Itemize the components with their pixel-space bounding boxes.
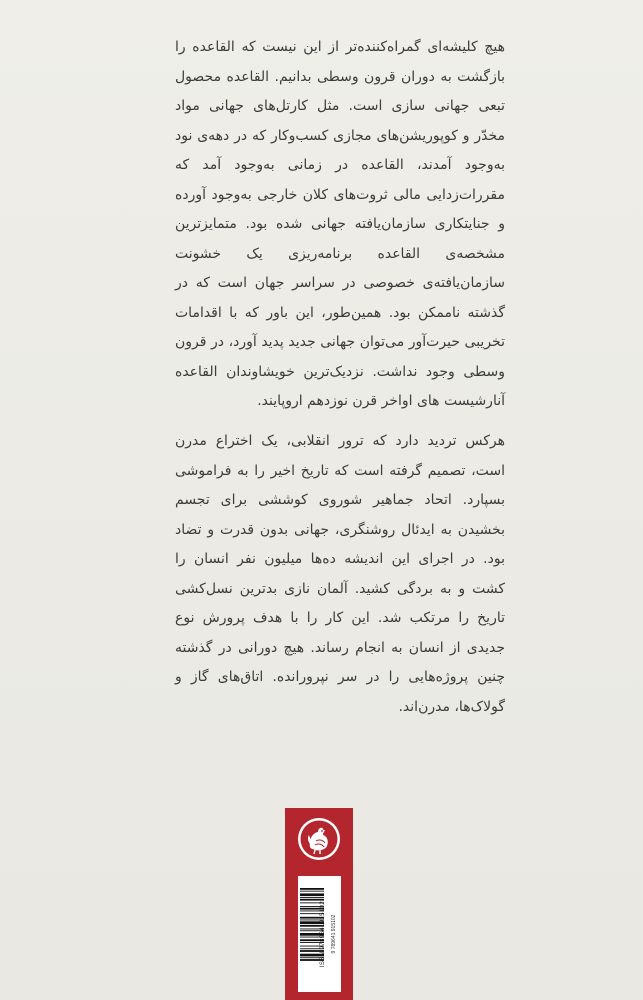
isbn-number: ISBN 9789641915102 [320, 900, 326, 968]
blurb-paragraph-2 [175, 427, 505, 722]
rooster-emblem-icon [296, 816, 342, 862]
barcode-digits: 9 789641 915102 [331, 914, 337, 954]
blurb-paragraph-1 [175, 33, 505, 417]
paragraph-text: هیچ کلیشه‌ای گمراه‌کننده‌تر از این نیست که القاعده را بازگشت به دوران قرون وسطی بدانیم. القاعده محصول تبعی جهانی سازی است. مثل کارتل‌های جهانی مواد مخدّر و کوپوریشن‌های مجازی کسب‌وکار که در دهه‌ی نود به‌وجود آمدند، القاعده در زمانی به‌وجود آمد که مقررات‌زدایی مالی ثروت‌های کلان خارجی به‌وجود آورده و جنایتکاری سازمان‌یافته جهانی شده بود. متمایزترین مشخصه‌ی القاعده برنامه‌ریزی یک خشونت سازمان‌یافته‌ی خصوصی در سراسر جهان است که در گذشته ناممکن بود. همین‌طور، این باور که با اقدامات تخریبی حیرت‌آور می‌توان جهانی جدید پدید آورد، در قرون وسطی وجود نداشت. نزدیک‌ترین خویشاوندان القاعده آنارشیست های اواخر قرن نوزدهم اروپایند. [175, 39, 505, 409]
paragraph-text: هرکس تردید دارد که ترور انقلابی، یک اختراع مدرن است، تصمیم گرفته است که تاریخ اخیر را به فراموشی بسپارد. اتحاد جماهیر شوروی کوششی برای تجسم بخشیدن به ایدئال روشنگری، جهانی بدون قدرت و تضاد بود. در اجرای این اندیشه ده‌ها میلیون نفر انسان را کشت و به بردگی کشید. آلمان نازی بدترین نسل‌کشی تاریخ را مرتکب شد. این کار را با هدف پرورش نوع جدیدی از انسان به انجام رساند. هیچ دورانی در گذشته چنین پروژه‌هایی را در سر نپرورانده. اتاق‌های گاز و گولاک‌ها، مدرن‌اند. [175, 433, 505, 715]
